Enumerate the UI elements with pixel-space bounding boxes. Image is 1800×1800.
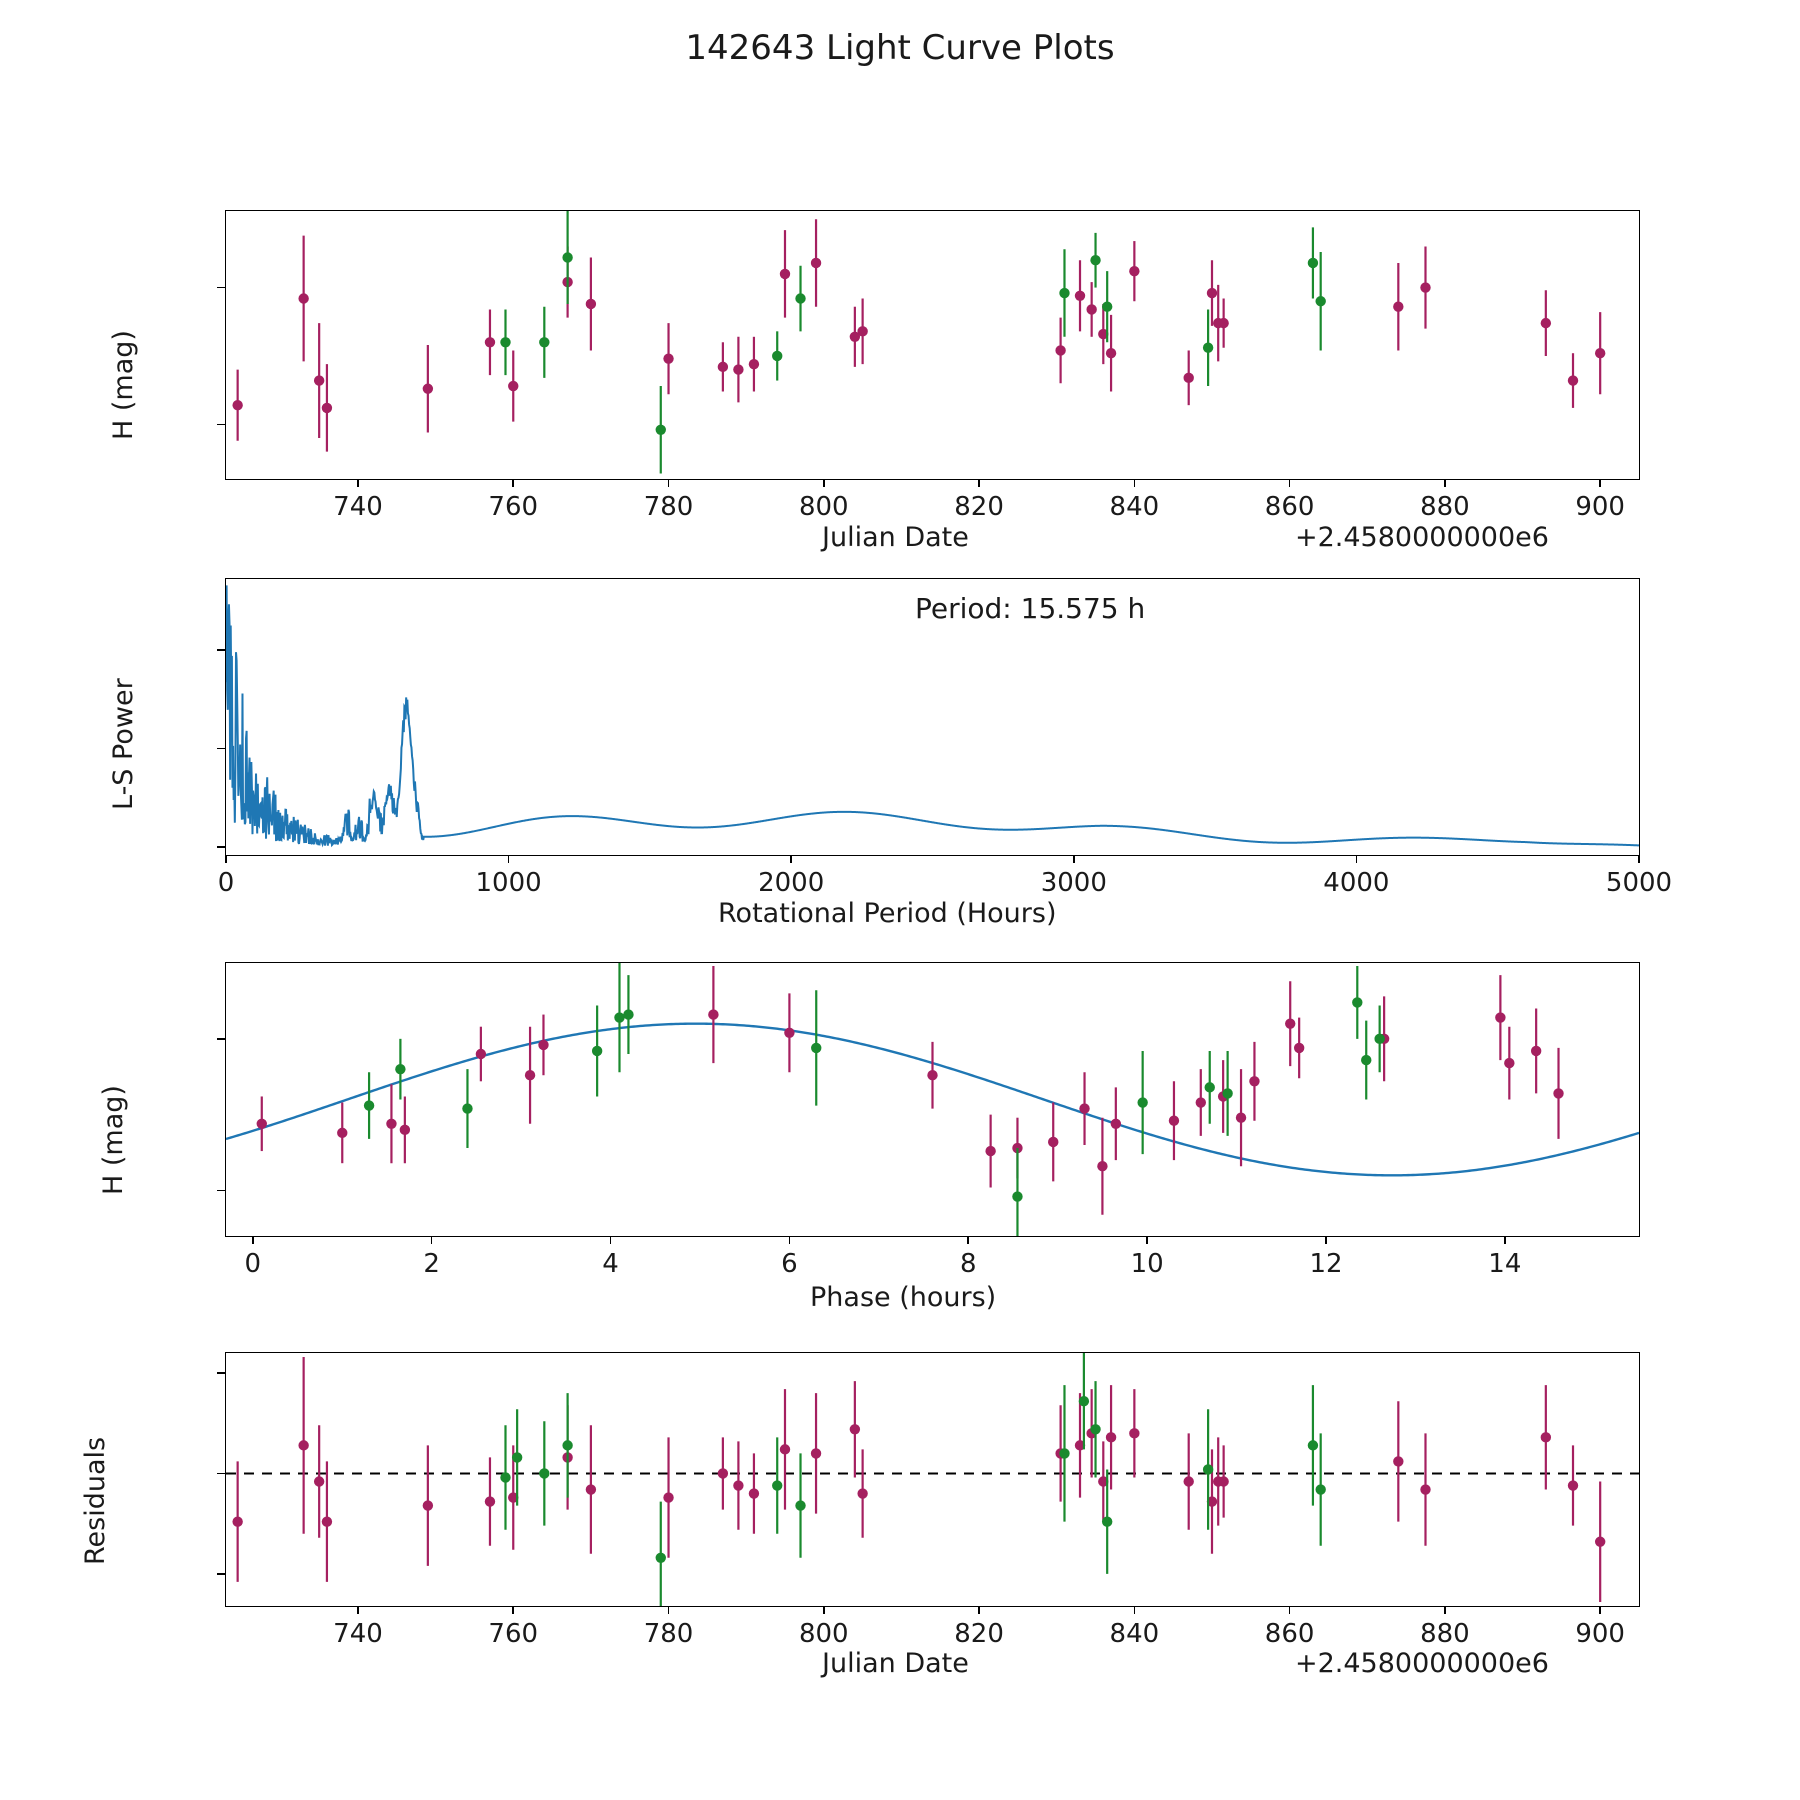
phase-folded-svg [226,963,1639,1236]
x-tick-label: 2000 [758,868,825,898]
x-tick-label: 1000 [475,868,542,898]
x-tick-label: 0 [244,1249,262,1279]
y-tickmark [217,424,225,426]
residuals-xlabel: Julian Date [822,1648,969,1679]
x-tickmark [252,1236,254,1244]
x-tickmark [789,1236,791,1244]
x-tickmark [1599,1606,1601,1614]
x-tickmark [790,855,792,863]
x-tickmark [1638,855,1640,863]
x-tick-label: 900 [1575,1619,1625,1649]
x-tick-label: 760 [488,1619,539,1649]
phase-folded-ylabel: H (mag) [98,1085,129,1195]
x-tickmark [1134,1606,1136,1614]
x-tickmark [512,479,514,487]
x-tickmark [610,1236,612,1244]
x-tick-label: 880 [1420,492,1470,522]
y-tickmark [217,1372,225,1374]
y-tickmark [217,1473,225,1475]
x-tick-label: 780 [643,492,694,522]
x-tickmark [1504,1236,1506,1244]
y-tickmark [217,748,225,750]
x-tick-label: 840 [1109,492,1160,522]
x-tick-label: 10 [1130,1249,1164,1279]
x-tick-label: 840 [1109,1619,1160,1649]
residuals-svg [226,1353,1639,1606]
x-tickmark [357,1606,359,1614]
light-curve-plot-area [225,210,1640,480]
page-title: 142643 Light Curve Plots [685,28,1115,68]
series-magenta-points [257,966,1564,1215]
x-tick-label: 14 [1488,1249,1522,1279]
light-curve-x-offset: +2.4580000000e6 [1295,522,1549,553]
x-tickmark [1146,1236,1148,1244]
x-tickmark [225,855,227,863]
x-tickmark [1073,855,1075,863]
x-tick-label: 3000 [1040,868,1107,898]
phase-folded-plot-area [225,962,1640,1237]
x-tickmark [1289,479,1291,487]
x-tickmark [1325,1236,1327,1244]
light-curve-ylabel: H (mag) [108,330,139,440]
x-tick-label: 760 [488,492,539,522]
residuals-ylabel: Residuals [80,1436,111,1565]
x-tick-label: 8 [959,1249,977,1279]
series-magenta-points [232,219,1605,451]
y-tickmark [217,1038,225,1040]
light-curve-svg [226,211,1639,479]
series-magenta-points [232,1357,1605,1602]
x-tickmark [512,1606,514,1614]
periodogram-xlabel: Rotational Period (Hours) [718,898,1057,929]
y-tickmark [217,649,225,651]
series-green-points [500,1353,1326,1606]
x-tick-label: 780 [643,1619,694,1649]
x-tickmark [508,855,510,863]
x-tickmark [978,1606,980,1614]
x-tick-label: 4 [602,1249,619,1279]
x-tickmark [967,1236,969,1244]
x-tick-label: 5000 [1605,868,1673,898]
x-tickmark [1444,479,1446,487]
x-tick-label: 12 [1309,1249,1343,1279]
x-tick-label: 820 [954,1619,1004,1649]
x-tickmark [1289,1606,1291,1614]
x-tick-label: 860 [1264,1619,1315,1649]
series-green-points [500,211,1326,474]
x-tickmark [1599,479,1601,487]
x-tick-label: 820 [954,492,1004,522]
x-tick-label: 800 [798,492,849,522]
x-tickmark [978,479,980,487]
x-tick-label: 880 [1420,1619,1470,1649]
series-green-points [364,963,1385,1236]
phase-folded-xlabel: Phase (hours) [810,1282,997,1313]
x-tickmark [431,1236,433,1244]
x-tickmark [668,1606,670,1614]
x-tick-label: 860 [1264,492,1315,522]
x-tick-label: 2 [423,1249,440,1279]
period-annotation: Period: 15.575 h [915,592,1146,625]
x-tick-label: 4000 [1323,868,1390,898]
x-tick-label: 800 [798,1619,849,1649]
x-tick-label: 740 [333,1619,383,1649]
y-tickmark [217,846,225,848]
x-tick-label: 900 [1575,492,1625,522]
x-tickmark [1134,479,1136,487]
residuals-x-offset: +2.4580000000e6 [1295,1648,1549,1679]
x-tickmark [357,479,359,487]
x-tick-label: 6 [781,1249,798,1279]
y-tickmark [217,1190,225,1192]
x-tickmark [1356,855,1358,863]
x-tickmark [668,479,670,487]
x-tick-label: 740 [333,492,383,522]
periodogram-ylabel: L-S Power [108,678,139,810]
residuals-plot-area [225,1352,1640,1607]
x-tick-label: 0 [217,868,235,898]
x-tickmark [823,479,825,487]
light-curve-xlabel: Julian Date [822,522,969,553]
x-tickmark [823,1606,825,1614]
y-tickmark [217,1573,225,1575]
y-tickmark [217,287,225,289]
x-tickmark [1444,1606,1446,1614]
